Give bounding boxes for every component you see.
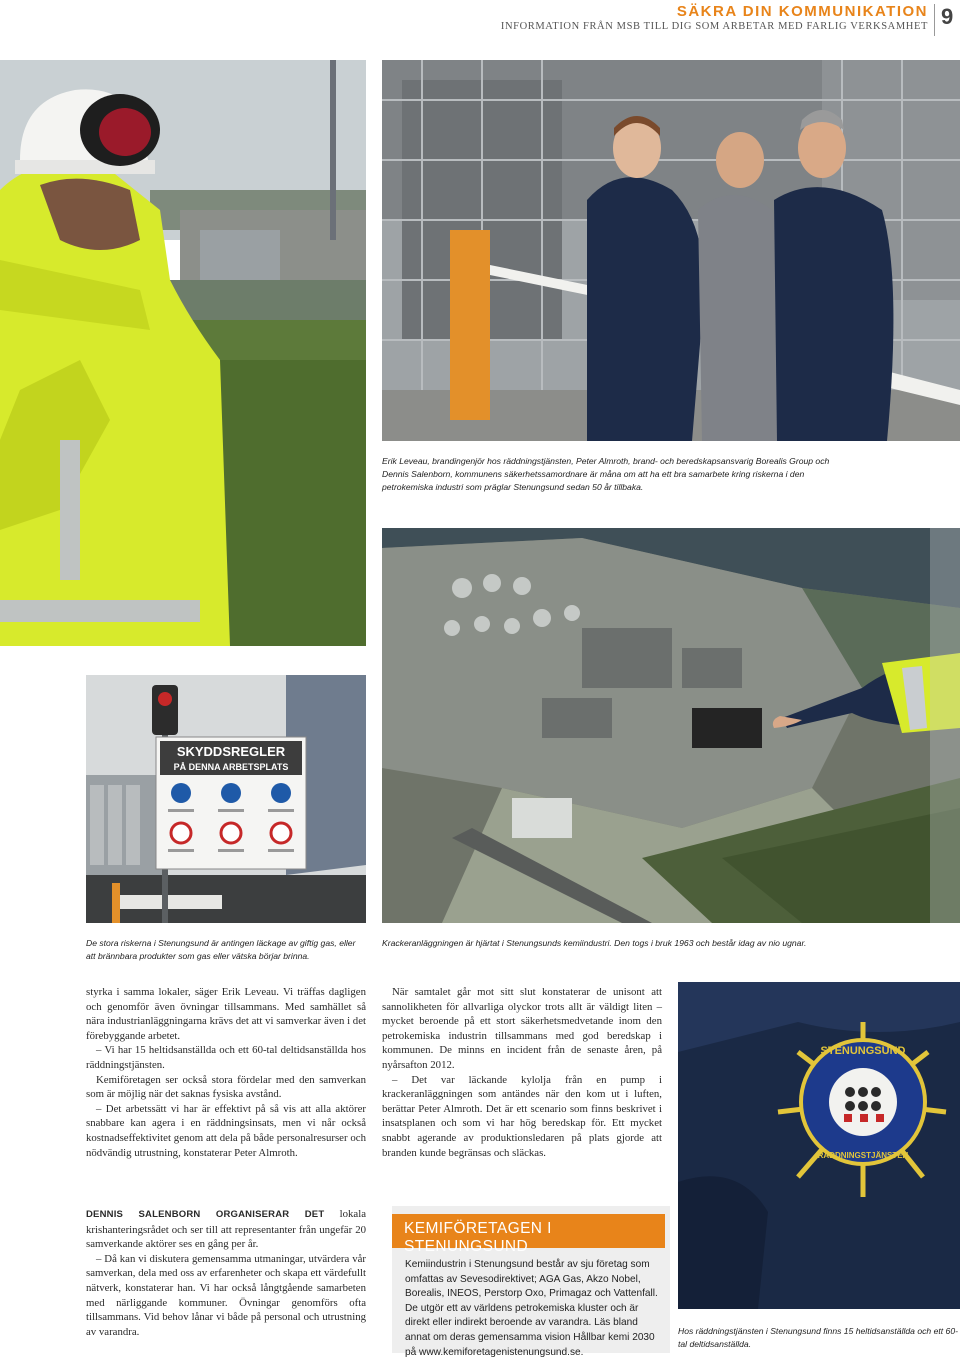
paragraph: – Då kan vi diskutera gemensamma utmaningar, utvärdera vår samverkan, dela med oss av erfarenheter och skapa ett värdefullt nätverk, konstaterar han. Vi har också långtgående samarbeten med närliggande kommuner. Övningar genomförs ofta tillsammans. Vid behov lånar vi både på personal och utrustning av varandra. — [86, 1252, 366, 1338]
factbox-body: Kemiindustrin i Stenungsund består av sju företag som omfattas av Sevesodirektivet; AGA Gas, Akzo Nobel, Borealis, INEOS, Perstorp Oxo, Primagaz och Vattenfall. De utgör ett av världens petrokemiska kluster och är direkt eller indirekt beroende av varandra. Läs bland annat om deras gemensamma vision Hållbar kemi 2030 på www.kemiforetagenistenungsund.se. — [405, 1259, 658, 1358]
article-column-2 — [382, 985, 662, 1160]
sign-subtitle: PÅ DENNA ARBETSPLATS — [173, 762, 289, 772]
lead-in: DENNIS SALENBORN ORGANISERAR DET — [86, 1209, 325, 1220]
photo-safety-sign — [86, 675, 366, 923]
paragraph: styrka i samma lokaler, säger Erik Leveau. Vi träffas dagligen och genomför även övningar tillsammans. Med samhället så nära industrianläggningarna krävs det att vi samverkar även i det förebyggande arbetet. — [86, 986, 366, 1042]
factbox — [392, 1206, 670, 1358]
badge-bottom-text: RÄDDNINGSTJÄNSTEN — [817, 1151, 909, 1160]
article-column-1-bottom — [86, 1207, 366, 1339]
photo-group — [382, 60, 960, 441]
lead-in-rest: lokala krishanteringsrådet och ser till att representanter från ungefär 20 samverkande aktörer ses en gång per år. — [86, 1208, 366, 1251]
article-column-1 — [86, 985, 366, 1160]
header-divider — [934, 4, 935, 36]
sign-title: SKYDDSREGLER — [176, 744, 286, 759]
caption-badge-photo: Hos räddningstjänsten i Stenungsund finns 15 heltidsanställda och ett 60-tal deltidsanställda. — [678, 1326, 958, 1349]
photo-worker — [0, 60, 366, 646]
paragraph: När samtalet går mot sitt slut konstaterar de unisont att sannolikheten för allvarliga olyckor trots allt är väldigt liten – mycket beroende på ett stort säkerhetsmedvetande inom den petrokemiska industrin tillsammans med god beredskap i kommunen. De minns en incident från de senaste åren, på nyårsafton 2012. — [382, 986, 662, 1071]
photo-badge — [678, 982, 960, 1309]
paragraph: Kemiföretagen ser också stora fördelar med den samverkan som är möjlig när det saknas fysiska avstånd. — [86, 1073, 366, 1101]
caption-aerial-photo: Krackeranläggningen är hjärtat i Stenungsunds kemiindustri. Den togs i bruk 1963 och består idag av nio ugnar. — [382, 938, 807, 948]
page-number: 9 — [941, 4, 954, 29]
section-subtitle: INFORMATION FRÅN MSB TILL DIG SOM ARBETAR MED FARLIG VERKSAMHET — [500, 21, 928, 32]
caption-sign-photo: De stora riskerna i Stenungsund är antingen läckage av giftig gas, eller att brännbara produkter som gas eller vätska börjar brinna. — [86, 938, 356, 961]
paragraph: – Vi har 15 heltidsanställda och ett 60-tal deltidsanställda hos räddningstjänsten. — [86, 1044, 366, 1071]
photo-aerial — [382, 528, 960, 923]
paragraph: – Det var läckande kylolja från en pump i krackeranläggningen som antändes när den kom ut i luften, berättar Peter Almroth. Det är ett scenario som finns beskrivet i insatsplanen och som vi har hög beredskap för. Ett mycket snabbt agerande av produktionsledaren på plats gjorde att branden kunde begränsas och släckas. — [382, 1073, 662, 1159]
badge-top-text: STENUNGSUND — [820, 1045, 906, 1057]
paragraph — [86, 1207, 366, 1252]
caption-group-photo: Erik Leveau, brandingenjör hos räddningstjänsten, Peter Almroth, brand- och beredskapsansvarig Borealis Group och Dennis Salenborn, kommunens säkerhetssamordnare är måna om att ha ett bra samarbete kring riskerna i den petrokemiska industri som präglar Stenungsund sedan 50 år tillbaka. — [382, 456, 830, 492]
paragraph: – Det arbetssätt vi har är effektivt på så vis att alla aktörer snabbare kan agera i en räddningsinsats, men vi når också kostnadseffektivitet genom att dela på både personalresurser och nödvändig utrustning, konstaterar Peter Almroth. — [86, 1102, 366, 1159]
section-title: SÄKRA DIN KOMMUNIKATION — [676, 3, 928, 20]
factbox-title: KEMIFÖRETAGEN I STENUNGSUND — [392, 1214, 665, 1248]
